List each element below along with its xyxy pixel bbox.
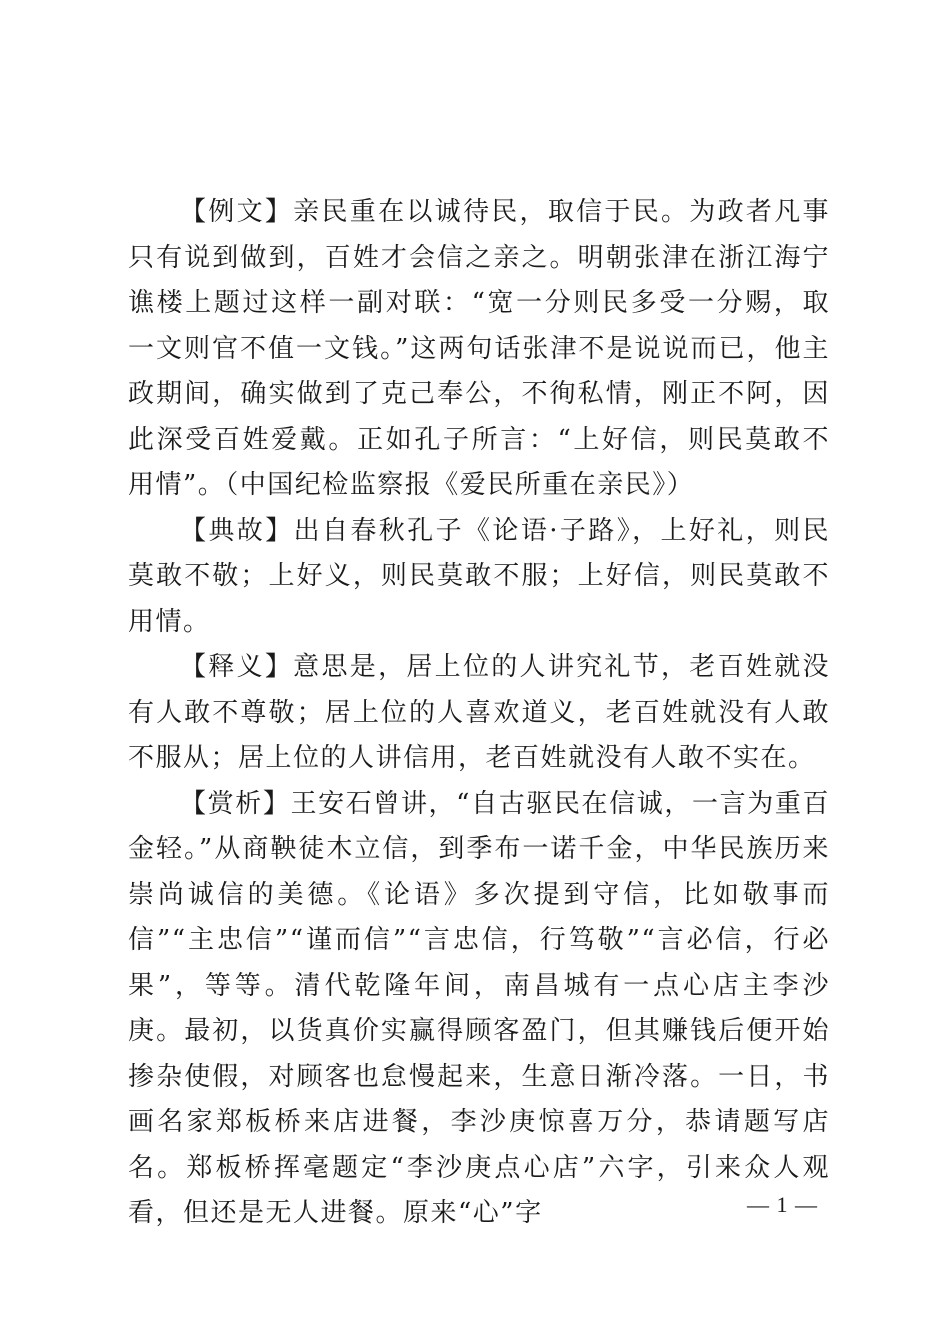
- document-body: [128, 190, 830, 1237]
- paragraph-example: 【例文】亲民重在以诚待民，取信于民。为政者凡事只有说到做到，百姓才会信之亲之。明朝张津在浙江海宁谯楼上题过这样一副对联：“宽一分则民多受一分赐，取一文则官不值一文钱。”这两句话张津不是说说而已，他主政期间，确实做到了克己奉公，不徇私情，刚正不阿，因此深受百姓爱戴。正如孔子所言：“上好信，则民莫敢不用情”。（中国纪检监察报《爱民所重在亲民》）: [128, 197, 830, 500]
- page-number: — 1 —: [747, 1192, 818, 1217]
- paragraph-appreciation: 【赏析】王安石曾讲，“自古驱民在信诚，一言为重百金轻。”从商鞅徒木立信，到季布一诺千金，中华民族历来崇尚诚信的美德。《论语》多次提到守信，比如敬事而信”“主忠信”“谨而信”“言忠信，行笃敬”“言必信，行必果”，等等。清代乾隆年间，南昌城有一点心店主李沙庚。最初，以货真价实赢得顾客盈门，但其赚钱后便开始掺杂使假，对顾客也怠慢起来，生意日渐冷落。一日，书画名家郑板桥来店进餐，李沙庚惊喜万分，恭请题写店名。郑板桥挥毫题定“李沙庚点心店”六字，引来众人观看，但还是无人进餐。原来“心”字: [128, 788, 830, 1228]
- paragraph-interpretation: 【释义】意思是，居上位的人讲究礼节，老百姓就没有人敢不尊敬；居上位的人喜欢道义，老百姓就没有人敢不服从；居上位的人讲信用，老百姓就没有人敢不实在。: [128, 652, 830, 773]
- paragraph-allusion: 【典故】出自春秋孔子《论语·子路》，上好礼，则民莫敢不敬；上好义，则民莫敢不服；上好信，则民莫敢不用情。: [128, 515, 830, 637]
